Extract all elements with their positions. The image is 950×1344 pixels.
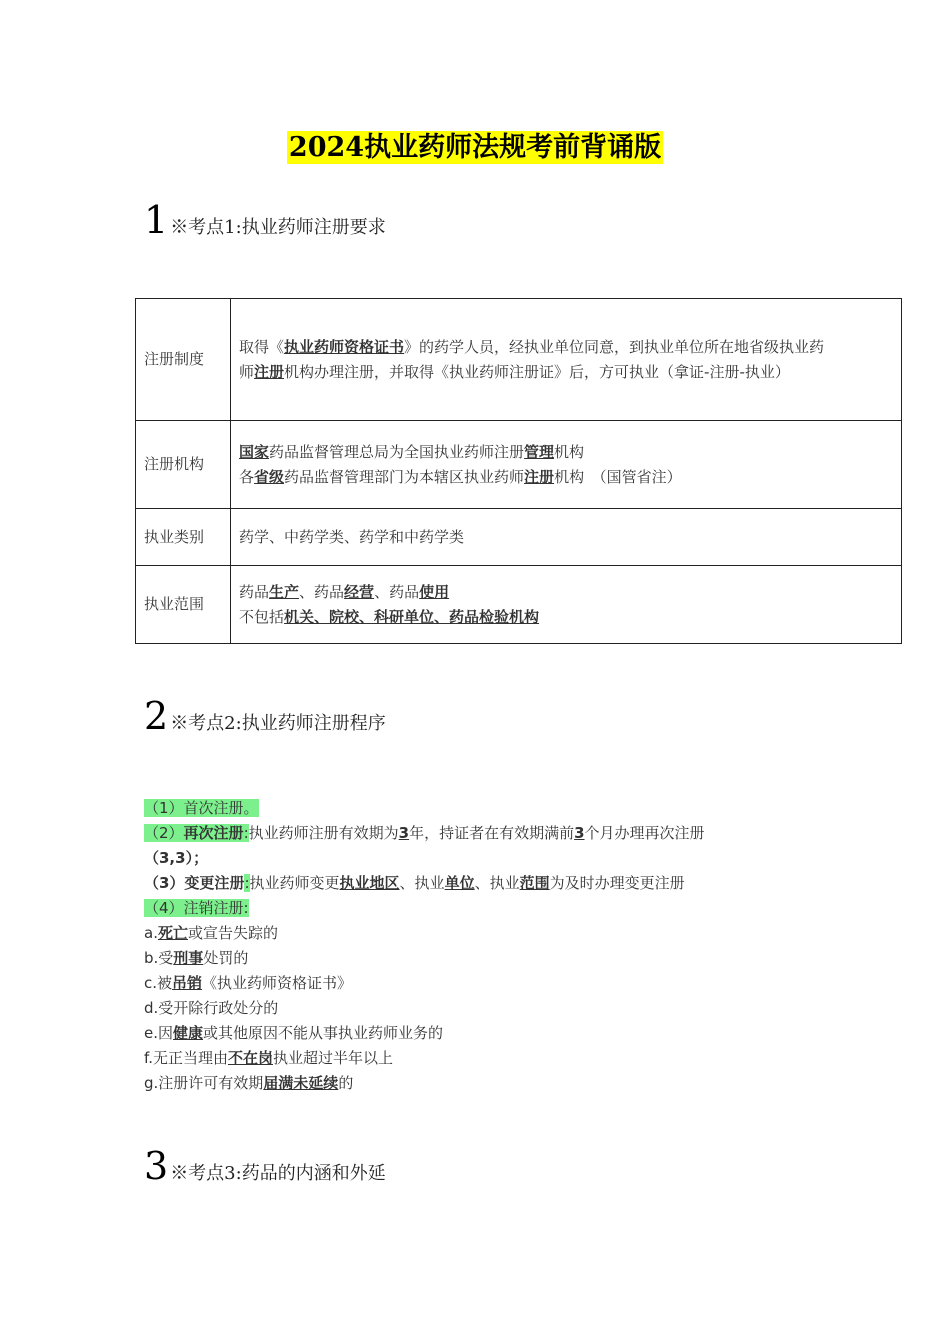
row-label: 注册机构 (136, 421, 231, 509)
table-row (136, 299, 902, 421)
registration-requirements-table (135, 298, 902, 644)
procedure-renewal: （2）再次注册:执业药师注册有效期为3年，持证者在有效期满前3个月办理再次注册 (144, 824, 705, 842)
table-row (136, 566, 902, 644)
section-number: 2 (144, 694, 169, 738)
row-content: 药学、中药学类、药学和中药学类 (231, 509, 902, 566)
registration-procedure (144, 796, 844, 1096)
row-label: 执业类别 (136, 509, 231, 566)
list-item: b.受刑事处罚的 (144, 949, 249, 967)
list-item: f.无正当理由不在岗执业超过半年以上 (144, 1049, 393, 1067)
row-label: 执业范围 (136, 566, 231, 644)
list-item: c.被吊销《执业药师资格证书》 (144, 974, 353, 992)
document-title-text: 2024执业药师法规考前背诵版 (288, 132, 662, 163)
row-label: 注册制度 (136, 299, 231, 421)
section-title: ※考点3:药品的内涵和外延 (170, 1163, 386, 1184)
row-content: 药品生产、药品经营、药品使用 不包括机关、院校、科研单位、药品检验机构 (231, 566, 902, 644)
table-row (136, 509, 902, 566)
section-title: ※考点2:执业药师注册程序 (170, 713, 386, 734)
procedure-change: （3）变更注册:执业药师变更执业地区、执业单位、执业范围为及时办理变更注册 (144, 874, 685, 892)
list-item: d.受开除行政处分的 (144, 999, 279, 1017)
section-number: 1 (144, 198, 169, 242)
document-title (0, 130, 950, 166)
section-heading-1 (144, 198, 386, 242)
section-title: ※考点1:执业药师注册要求 (170, 217, 386, 238)
list-item: a.死亡或宣告失踪的 (144, 924, 278, 942)
section-heading-2 (144, 694, 386, 738)
section-number: 3 (144, 1144, 169, 1188)
procedure-renewal-note: （3,3）； (144, 849, 209, 867)
procedure-first: （1）首次注册。 (144, 799, 259, 817)
list-item: g.注册许可有效期届满未延续的 (144, 1074, 354, 1092)
row-content: 国家药品监督管理总局为全国执业药师注册管理机构 各省级药品监督管理部门为本辖区执业药师注册机构 （国管省注） (231, 421, 902, 509)
procedure-cancel: （4）注销注册: (144, 899, 249, 917)
section-heading-3 (144, 1144, 386, 1188)
row-content: 取得《执业药师资格证书》的药学人员，经执业单位同意，到执业单位所在地省级执业药 师注册机构办理注册，并取得《执业药师注册证》后，方可执业（拿证-注册-执业） (231, 299, 902, 421)
list-item: e.因健康或其他原因不能从事执业药师业务的 (144, 1024, 444, 1042)
table-row (136, 421, 902, 509)
